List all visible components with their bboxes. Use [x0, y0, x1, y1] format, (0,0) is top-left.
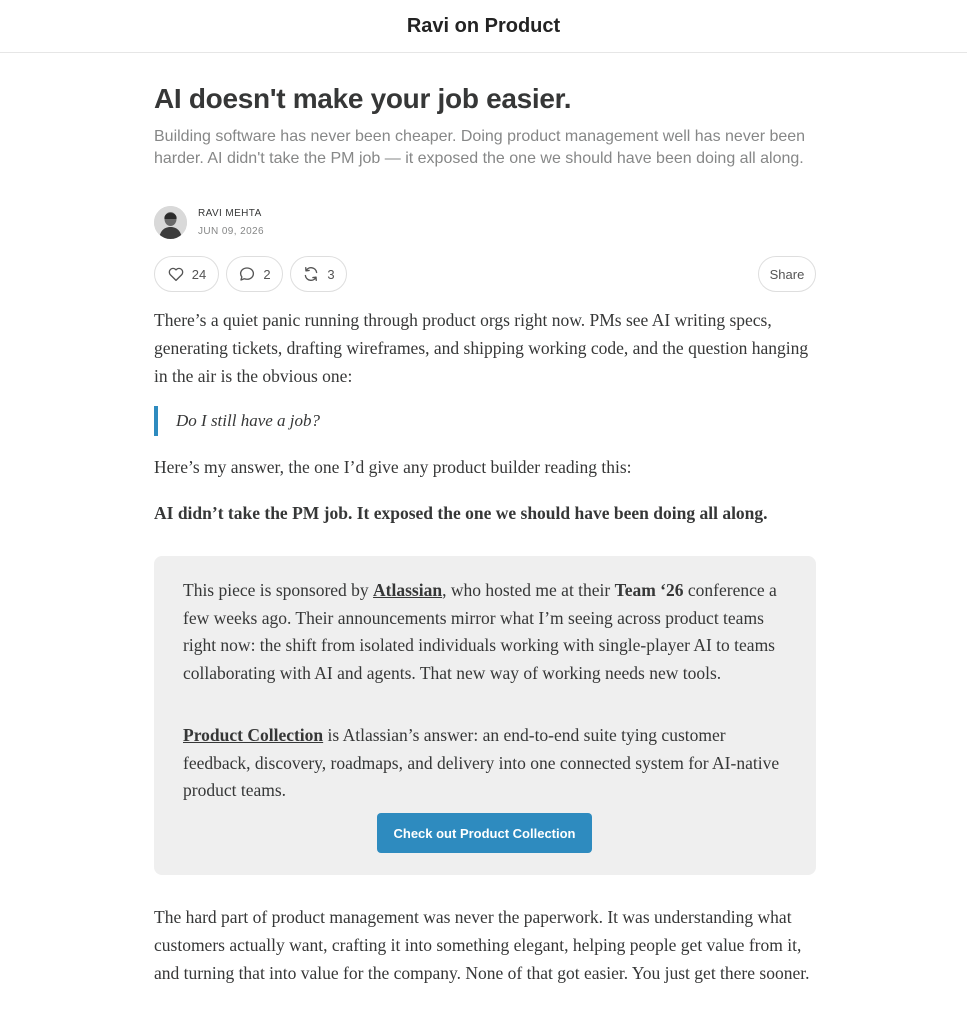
sponsor-paragraph-1 [183, 577, 793, 687]
publication-title[interactable]: Ravi on Product [406, 14, 561, 37]
author-name[interactable]: RAVI MEHTA [198, 207, 262, 219]
team-26-text: Team ‘26 [614, 580, 684, 600]
blockquote [154, 406, 320, 436]
post-subtitle: Building software has never been cheaper. Doing product management well has never been harder. AI didn't take the PM job — it exposed the one we should have been doing all along. [154, 128, 806, 167]
byline [154, 206, 264, 239]
comment-button[interactable] [226, 256, 283, 292]
heart-icon [167, 265, 185, 283]
post-title: AI doesn't make your job easier. [154, 83, 572, 114]
publication-header [0, 0, 967, 53]
comment-count: 2 [263, 266, 271, 282]
sponsor-box [154, 556, 816, 875]
atlassian-link[interactable]: Atlassian [373, 580, 443, 600]
sponsor-text: , who hosted me at their [442, 580, 615, 600]
avatar[interactable] [154, 206, 187, 239]
share-button[interactable]: Share [758, 256, 816, 292]
sponsor-text: This piece is sponsored by [183, 580, 374, 600]
product-collection-link[interactable]: Product Collection [183, 725, 324, 745]
like-button[interactable] [154, 256, 219, 292]
avatar-image [154, 206, 187, 239]
body-paragraph-2: Here’s my answer, the one I’d give any product builder reading this: [154, 457, 632, 477]
body-paragraph-3: The hard part of product management was never the paperwork. It was understanding what customers actually want, crafting it into something elegant, helping people get value from it, and turning that into value for the company. None of that got easier. You just get there sooner. [154, 907, 810, 983]
sponsor-paragraph-2 [183, 722, 793, 805]
sponsor-text: is Atlassian’s answer: an end-to-end suite tying customer feedback, discovery, roadmaps, and delivery into one connected system for AI-native product teams. [183, 725, 780, 800]
body-paragraph-1: There’s a quiet panic running through product orgs right now. PMs see AI writing specs, generating tickets, drafting wireframes, and shipping working code, and the question hanging in the air is the obvious one: [154, 310, 809, 386]
check-out-product-collection-button[interactable]: Check out Product Collection [377, 813, 592, 853]
body-paragraph-bold: AI didn’t take the PM job. It exposed the one we should have been doing all along. [154, 503, 768, 523]
restack-count: 3 [327, 266, 335, 282]
restack-button[interactable] [290, 256, 347, 292]
comment-icon [238, 265, 256, 283]
sponsor-text: conference a few weeks ago. Their announcements mirror what I’m seeing across product teams right now: the shift from isolated individuals working with single-player AI to teams collaborating with AI and agents. That new way of working needs new tools. [183, 580, 777, 683]
blockquote-text: Do I still have a job? [176, 411, 321, 430]
post-date: JUN 09, 2026 [198, 225, 264, 237]
restack-icon [302, 265, 320, 283]
like-count: 24 [191, 266, 207, 282]
